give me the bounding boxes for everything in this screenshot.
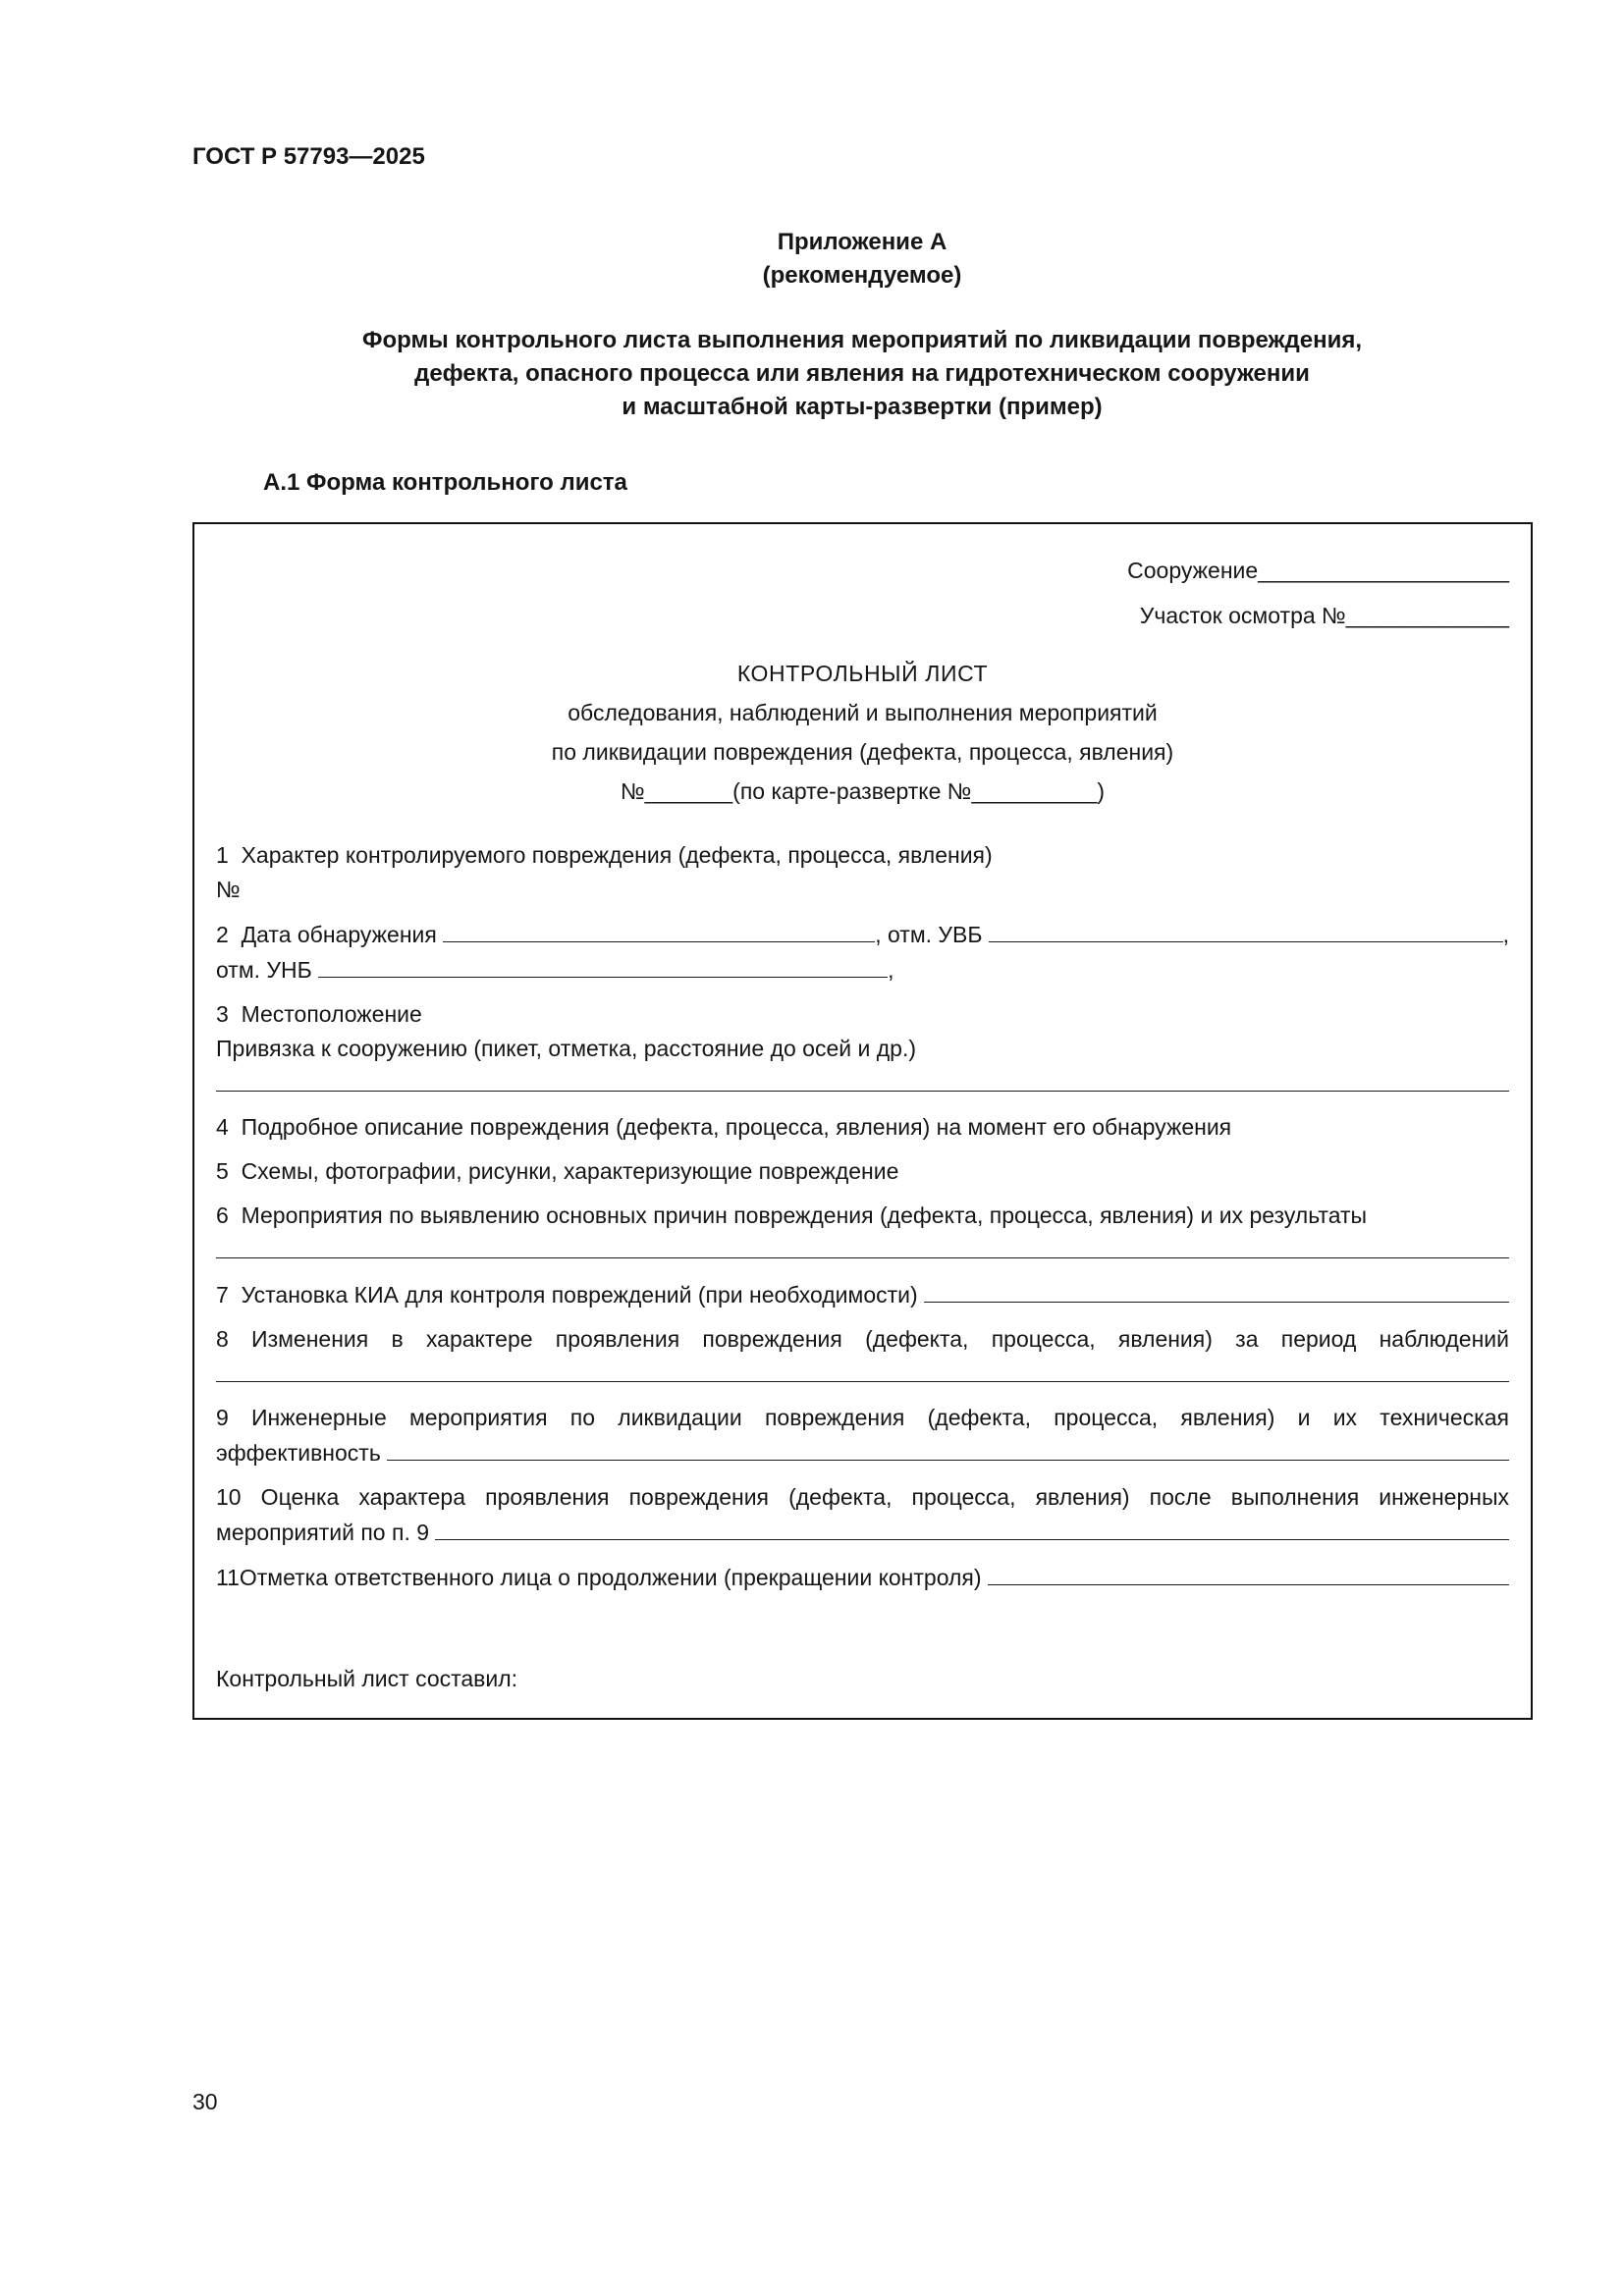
form-corner-fields [216,548,1509,638]
form-text: 1 Характер контролируемого повреждения (дефекта, процесса, явления) [216,842,993,868]
form-line [216,1032,1509,1066]
main-heading-line-1: Формы контрольного листа выполнения мероприятий по ликвидации повреждения, [361,327,1363,353]
form-line [216,1560,1509,1595]
blank-field [216,1233,1509,1258]
document-number: ГОСТ Р 57793—2025 [192,143,425,170]
blank-field [435,1515,1509,1540]
form-line [216,1401,1509,1435]
form-title-block [216,654,1509,811]
blank-field [216,1066,1509,1092]
form-line [216,1322,1509,1357]
form-text: 11Отметка ответственного лица о продолжении (прекращении контроля) [216,1565,988,1590]
section-label: А.1 Форма контрольного листа [263,469,627,496]
form-text: 3 Местоположение [216,1001,422,1027]
appendix-title: Приложение А [777,229,947,255]
form-line [216,952,1509,988]
form-text: 8 Изменения в характере проявления повреждения (дефекта, процесса, явления) за период наблюдений [216,1326,1509,1352]
blank-field [989,917,1503,942]
form-item-1 [216,838,1509,907]
checklist-form-box [192,522,1533,1720]
form-text: № [216,877,241,902]
form-item-6 [216,1199,1509,1267]
form-line [216,1435,1509,1470]
form-line [216,1066,1509,1100]
form-line [216,1233,1509,1267]
form-item-3 [216,997,1509,1100]
appendix-subtitle: (рекомендуемое) [762,262,962,289]
blank-field [924,1277,1509,1303]
form-text: 10 Оценка характера проявления повреждения (дефекта, процесса, явления) после выполнения инженерных [216,1484,1509,1510]
form-line [216,1480,1509,1515]
form-item-2 [216,917,1509,988]
form-item-9 [216,1401,1509,1470]
composer-line: Контрольный лист составил: [216,1666,518,1691]
main-heading [192,324,1532,424]
page-number: 30 [192,2089,218,2114]
inspection-area-field: Участок осмотра №_____________ [1139,603,1509,628]
form-text: , отм. УВБ [875,922,989,947]
form-text: эффективность [216,1440,388,1466]
form-line [216,1515,1509,1550]
blank-field [216,1357,1509,1382]
form-text: 4 Подробное описание повреждения (дефекта, процесса, явления) на момент его обнаружения [216,1114,1232,1140]
blank-field [443,917,875,942]
form-item-11 [216,1560,1509,1595]
form-text: 9 Инженерные мероприятия по ликвидации повреждения (дефекта, процесса, явления) и их техническая [216,1405,1509,1430]
form-text: мероприятий по п. 9 [216,1520,436,1545]
blank-field [988,1560,1509,1585]
form-text: , [1502,922,1509,947]
form-text: 2 Дата обнаружения [216,922,444,947]
form-text: 6 Мероприятия по выявлению основных причин повреждения (дефекта, процесса, явления) и их результаты [216,1202,1368,1228]
form-text: отм. УНБ [216,957,319,983]
form-line [216,1110,1509,1145]
blank-field [387,1435,1509,1461]
main-heading-line-2: дефекта, опасного процесса или явления на гидротехническом сооружении [414,360,1310,387]
form-text: Привязка к сооружению (пикет, отметка, расстояние до осей и др.) [216,1036,916,1061]
form-line [216,997,1509,1032]
form-subtitle-line-1: обследования, наблюдений и выполнения мероприятий [568,700,1158,725]
form-item-4 [216,1110,1509,1145]
form-text: 7 Установка КИА для контроля повреждений (при необходимости) [216,1282,925,1308]
form-text: , [888,957,894,983]
form-item-5 [216,1154,1509,1189]
blank-field [318,952,888,978]
structure-field: Сооружение____________________ [1127,558,1509,583]
form-line [216,873,1509,907]
form-line [216,917,1509,952]
form-title: КОНТРОЛЬНЫЙ ЛИСТ [736,661,989,686]
form-text: 5 Схемы, фотографии, рисунки, характеризующие повреждение [216,1158,899,1184]
form-line [216,1154,1509,1189]
appendix-heading [192,226,1532,293]
form-item-10 [216,1480,1509,1550]
form-items [216,838,1509,1595]
form-item-7 [216,1277,1509,1312]
form-subtitle-line-2: по ликвидации повреждения (дефекта, процесса, явления) [551,739,1174,765]
main-heading-line-3: и масштабной карты-развертки (пример) [622,394,1103,420]
form-line [216,1277,1509,1312]
form-number-line: №_______(по карте-развертке №__________) [620,778,1106,804]
form-item-8 [216,1322,1509,1391]
form-line [216,1357,1509,1391]
form-line [216,838,1509,873]
form-line [216,1199,1509,1233]
